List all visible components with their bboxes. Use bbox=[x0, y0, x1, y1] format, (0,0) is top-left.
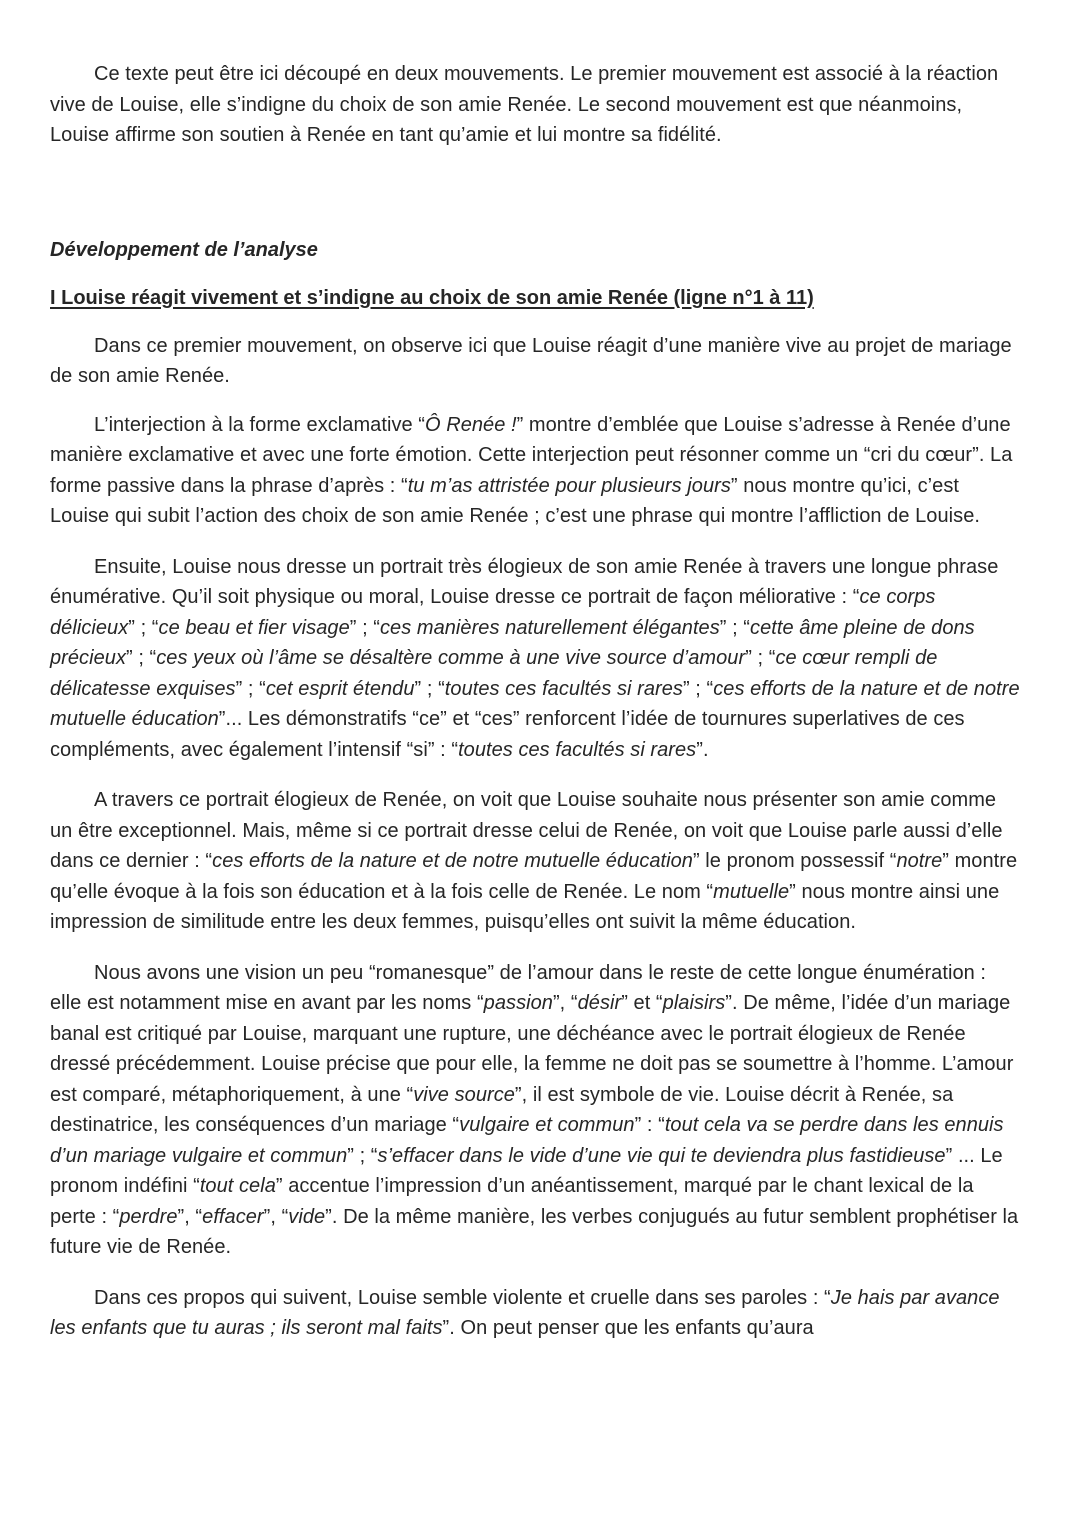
paragraph-2: L’interjection à la forme exclamative “Ô Renée !” montre d’emblée que Louise s’adresse à Renée d’une manière exclamative et avec une forte émotion. Cette interjection peut résonner comme un “cri du cœur”. La forme passive dans la phrase d’après : “tu m’as attristée pour plusieurs jours” nous montre qu’ici, c’est Louise qui subit l’action des choix de son amie Renée ; c’est une phrase qui montre l’affliction de Louise. bbox=[50, 413, 1013, 527]
quote: vive source bbox=[413, 1083, 515, 1106]
quote: tout cela va se perdre dans les ennuis d’un mariage vulgaire et commun bbox=[50, 1114, 1004, 1167]
quote: toutes ces facultés si rares bbox=[458, 738, 697, 761]
quote: Ô Renée ! bbox=[424, 413, 517, 436]
intro-paragraph: Ce texte peut être ici découpé en deux mouvements. Le premier mouvement est associé à la réaction vive de Louise, elle s’indigne du choix de son amie Renée. Le second mouvement est que néanmoins, Louise affirme son soutien à Renée en tant qu’amie et lui montre sa fidélité. bbox=[50, 63, 999, 146]
paragraph-6: Dans ces propos qui suivent, Louise semble violente et cruelle dans ses paroles : “Je hais par avance les enfants que tu auras ; ils seront mal faits”. On peut penser que les enfants qu’aura bbox=[50, 1286, 1000, 1339]
quote: ce beau et fier visage bbox=[158, 616, 350, 639]
quote: mutuelle bbox=[713, 880, 790, 903]
paragraph-3: Ensuite, Louise nous dresse un portrait très élogieux de son amie Renée à travers une longue phrase énumérative. Qu’il soit physique ou moral, Louise dresse ce portrait de façon méliorative : “ce corps délicieux” ; “ce beau et fier visage” ; “ces manières naturellement élégantes” ; “cette âme pleine de dons précieux” ; “ces yeux où l’âme se désaltère comme à une vive source d’amour” ; “ce cœur rempli de délicatesse exquises” ; “cet esprit étendu” ; “toutes ces facultés si rares” ; “ces efforts de la nature et de notre mutuelle éducation”... Les démonstratifs “ce” et “ces” renforcent l’idée de tournures superlatives de ces compléments, avec également l’intensif “si” : “toutes ces facultés si rares”. bbox=[50, 555, 1020, 761]
quote: perdre bbox=[119, 1205, 178, 1228]
quote: ces yeux où l’âme se désaltère comme à une vive source d’amour bbox=[156, 647, 746, 669]
analysis-heading: Développement de l’analyse bbox=[50, 238, 318, 261]
paragraph-5: Nous avons une vision un peu “romanesque” de l’amour dans le reste de cette longue énumération : elle est notamment mise en avant par les noms “passion”, “désir” et “plaisirs”. De même, l’idée d’un mariage banal est critiqué par Louise, marquant une rupture, une déchéance avec le portrait élogieux de Renée dressé précédemment. Louise précise que pour elle, la femme ne doit pas se soumettre à l’homme. L’amour est comparé, métaphoriquement, à une “vive source”, il est symbole de vie. Louise décrit à Renée, sa destinatrice, les conséquences d’un mariage “vulgaire et commun” : “tout cela va se perdre dans les ennuis d’un mariage vulgaire et commun” ; “s’effacer dans le vide d’une vie qui te deviendra plus fastidieuse” ... Le pronom indéfini “tout cela” accentue l’impression d’un anéantissement, marqué par le chant lexical de la perte : “perdre”, “effacer”, “vide”. De la même manière, les verbes conjugués au futur semblent prophétiser la future vie de Renée. bbox=[50, 961, 1019, 1258]
quote: passion bbox=[483, 992, 553, 1014]
quote: ces efforts de la nature et de notre mutuelle éducation bbox=[50, 677, 1020, 730]
quote: toutes ces facultés si rares bbox=[444, 677, 683, 700]
quote: cette âme pleine de dons précieux bbox=[50, 616, 975, 669]
section-title: I Louise réagit vivement et s’indigne au choix de son amie Renée (ligne n°1 à 11) bbox=[50, 286, 814, 309]
paragraph-4: A travers ce portrait élogieux de Renée, on voit que Louise souhaite nous présenter son amie comme un être exceptionnel. Mais, même si ce portrait dresse celui de Renée, on voit que Louise parle aussi d’elle dans ce dernier : “ces efforts de la nature et de notre mutuelle éducation” le pronom possessif “notre” montre qu’elle évoque à la fois son éducation et à la fois celle de Renée. Le nom “mutuelle” nous montre ainsi une impression de similitude entre les deux femmes, puisqu’elles ont suivit la même éducation. bbox=[50, 789, 1018, 933]
quote: ce cœur rempli de délicatesse exquises bbox=[50, 647, 938, 700]
quote: désir bbox=[577, 992, 622, 1014]
quote: ce corps délicieux bbox=[50, 586, 936, 639]
quote: vulgaire et commun bbox=[459, 1114, 635, 1136]
quote: ces manières naturellement élégantes bbox=[380, 616, 720, 639]
quote: effacer bbox=[202, 1205, 264, 1228]
quote: tout cela bbox=[199, 1175, 276, 1197]
quote: Je hais par avance les enfants que tu auras ; ils seront mal faits bbox=[50, 1286, 1000, 1339]
quote: s’effacer dans le vide d’une vie qui te deviendra plus fastidieuse bbox=[377, 1144, 946, 1167]
quote: notre bbox=[896, 850, 943, 872]
quote: tu m’as attristée pour plusieurs jours bbox=[407, 474, 731, 497]
paragraph-1: Dans ce premier mouvement, on observe ici que Louise réagit d’une manière vive au projet de mariage de son amie Renée. bbox=[50, 334, 1012, 387]
quote: cet esprit étendu bbox=[265, 677, 415, 700]
quote: plaisirs bbox=[662, 992, 726, 1014]
quote: vide bbox=[288, 1205, 326, 1228]
quote: ces efforts de la nature et de notre mutuelle éducation bbox=[212, 850, 693, 872]
